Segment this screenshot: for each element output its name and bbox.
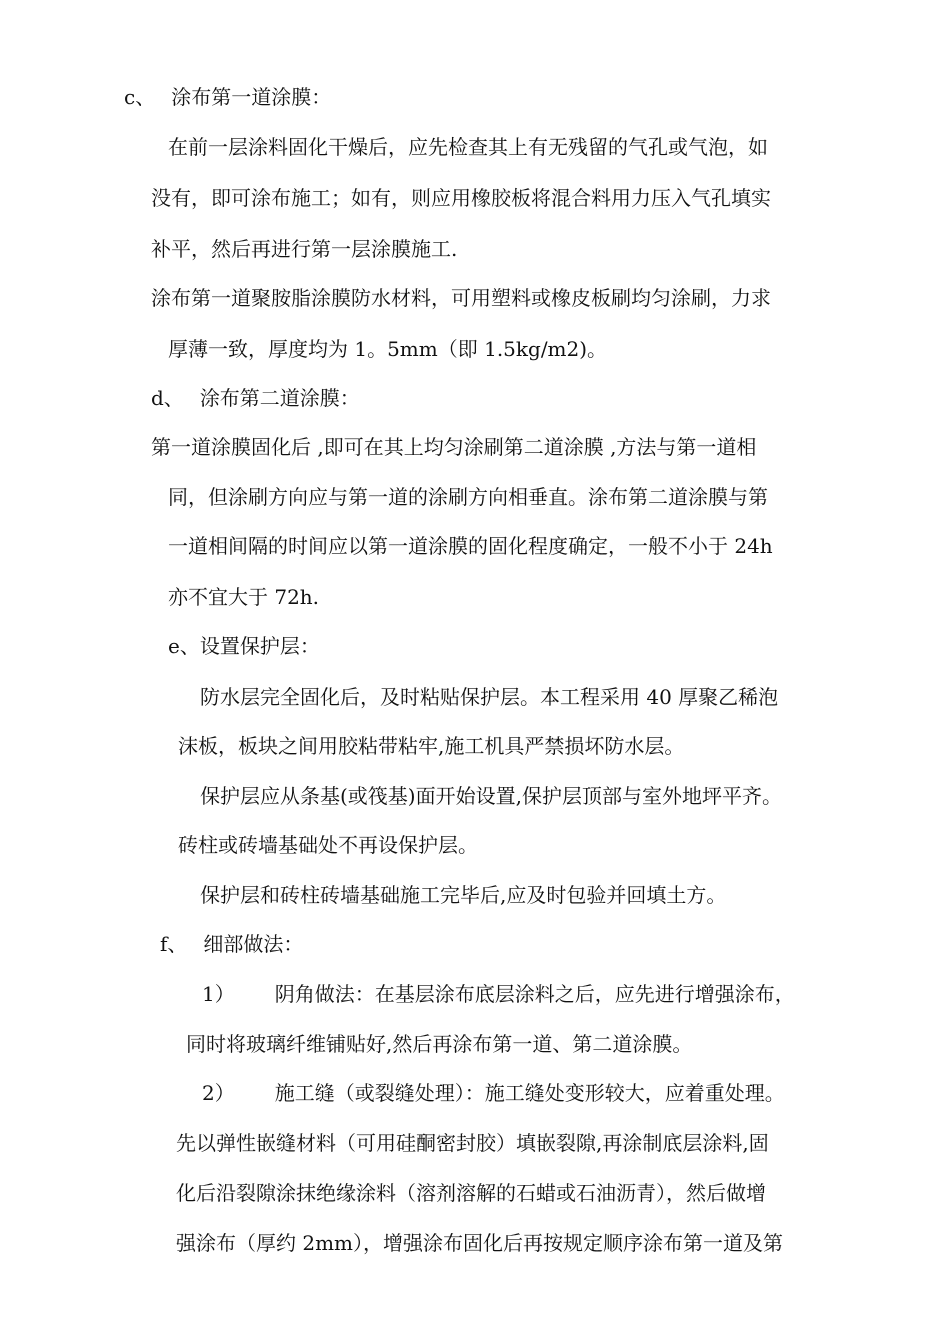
paragraph-line: 防水层完全固化后，及时粘贴保护层。本工程采用 40 厚聚乙稀泡 — [200, 685, 779, 709]
paragraph-line: 在前一层涂料固化干燥后，应先检查其上有无残留的气孔或气泡，如 — [168, 135, 768, 159]
paragraph-line: 强涂布（厚约 2mm），增强涂布固化后再按规定顺序涂布第一道及第 — [176, 1231, 784, 1255]
section-title: 涂布第二道涂膜： — [199, 386, 360, 410]
paragraph-line: 砖柱或砖墙基础处不再设保护层。 — [178, 833, 478, 857]
section-marker: f、 — [160, 932, 188, 956]
paragraph-line: 先以弹性嵌缝材料（可用硅酮密封胶）填嵌裂隙,再涂制底层涂料,固 — [176, 1131, 769, 1155]
section-marker: c、 — [124, 85, 156, 109]
paragraph-line: 第一道涂膜固化后 ,即可在其上均匀涂刷第二道涂膜 ,方法与第一道相 — [151, 435, 757, 459]
list-item-1-line — [202, 981, 795, 1007]
paragraph-line: 同，但涂刷方向应与第一道的涂刷方向相垂直。涂布第二道涂膜与第 — [168, 485, 768, 509]
paragraph-line: 化后沿裂隙涂抹绝缘涂料（溶剂溶解的石蜡或石油沥青），然后做增 — [176, 1181, 766, 1205]
list-text: 施工缝（或裂缝处理）：施工缝处变形较大，应着重处理。 — [274, 1081, 785, 1105]
paragraph-line: 一道相间隔的时间应以第一道涂膜的固化程度确定，一般不小于 24h — [168, 534, 773, 558]
section-e-heading: e、设置保护层： — [168, 634, 320, 658]
paragraph-line: 厚薄一致，厚度均为 1。5mm（即 1.5kg/m2)。 — [168, 337, 608, 361]
list-number: 2） — [202, 1081, 235, 1105]
list-number: 1） — [202, 982, 235, 1006]
section-title: 细部做法： — [203, 932, 304, 956]
paragraph-line: 沫板，板块之间用胶粘带粘牢,施工机具严禁损坏防水层。 — [178, 734, 685, 758]
paragraph-line: 亦不宜大于 72h. — [168, 585, 320, 609]
paragraph-line: 同时将玻璃纤维铺贴好,然后再涂布第一道、第二道涂膜。 — [186, 1032, 693, 1056]
paragraph-line: 涂布第一道聚胺脂涂膜防水材料，可用塑料或橡皮板刷均匀涂刷，力求 — [151, 286, 771, 310]
section-title: 涂布第一道涂膜： — [171, 85, 332, 109]
paragraph-line: 保护层应从条基(或筏基)面开始设置,保护层顶部与室外地坪平齐。 — [200, 784, 782, 808]
paragraph-line: 保护层和砖柱砖墙基础施工完毕后,应及时包验并回填土方。 — [200, 883, 727, 907]
section-f-heading — [160, 931, 303, 957]
list-item-2-line — [202, 1080, 785, 1106]
section-d-heading — [151, 385, 360, 411]
section-marker: d、 — [151, 386, 184, 410]
list-text: 阴角做法：在基层涂布底层涂料之后，应先进行增强涂布， — [274, 982, 795, 1006]
section-c-heading — [124, 84, 331, 110]
paragraph-line: 没有，即可涂布施工；如有，则应用橡胶板将混合料用力压入气孔填实 — [151, 186, 771, 210]
paragraph-line: 补平，然后再进行第一层涂膜施工. — [151, 237, 458, 261]
